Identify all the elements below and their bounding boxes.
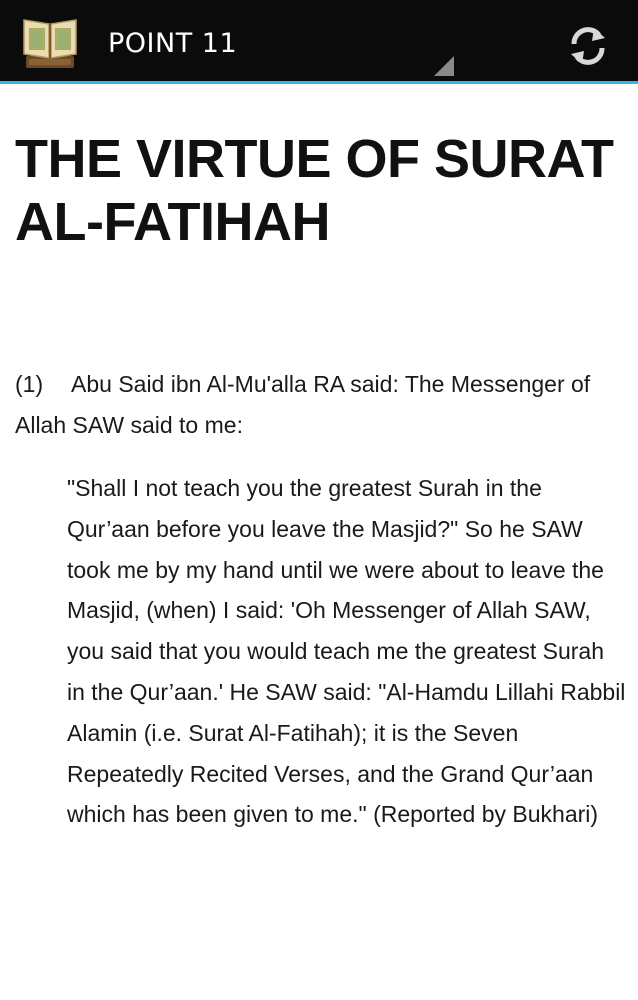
article-heading: THE VIRTUE OF SURAT AL-FATIHAH [15, 129, 614, 252]
hadith-quote: "Shall I not teach you the greatest Surah in the Qur’aan before you leave the Masjid?" So he SAW took me by my hand until we were about to leave the Masjid, (when) I said: 'Oh Messenger of Allah SAW, you said that you would teach me the greatest Surah in the Qur’aan.' He SAW said: "Al-Hamdu Lillahi Rabbil Alamin (i.e. Surat Al-Fatihah); it is the Seven Repeatedly Recited Verses, and the Grand Qur’aan which has been given to me." (Reported by Bukhari) [67, 475, 626, 828]
article-content [15, 84, 625, 835]
refresh-button[interactable] [562, 20, 614, 72]
overflow-indicator-icon [432, 56, 454, 76]
quran-book-icon[interactable] [20, 12, 80, 72]
refresh-icon [566, 24, 610, 68]
hadith-number: (1) [15, 371, 44, 397]
action-bar [0, 0, 638, 84]
hadith-intro [15, 364, 625, 446]
app-title: POINT 11 [108, 28, 238, 59]
hadith-intro-text: Abu Said ibn Al-Mu'alla RA said: The Messenger of Allah SAW said to me: [15, 371, 591, 438]
